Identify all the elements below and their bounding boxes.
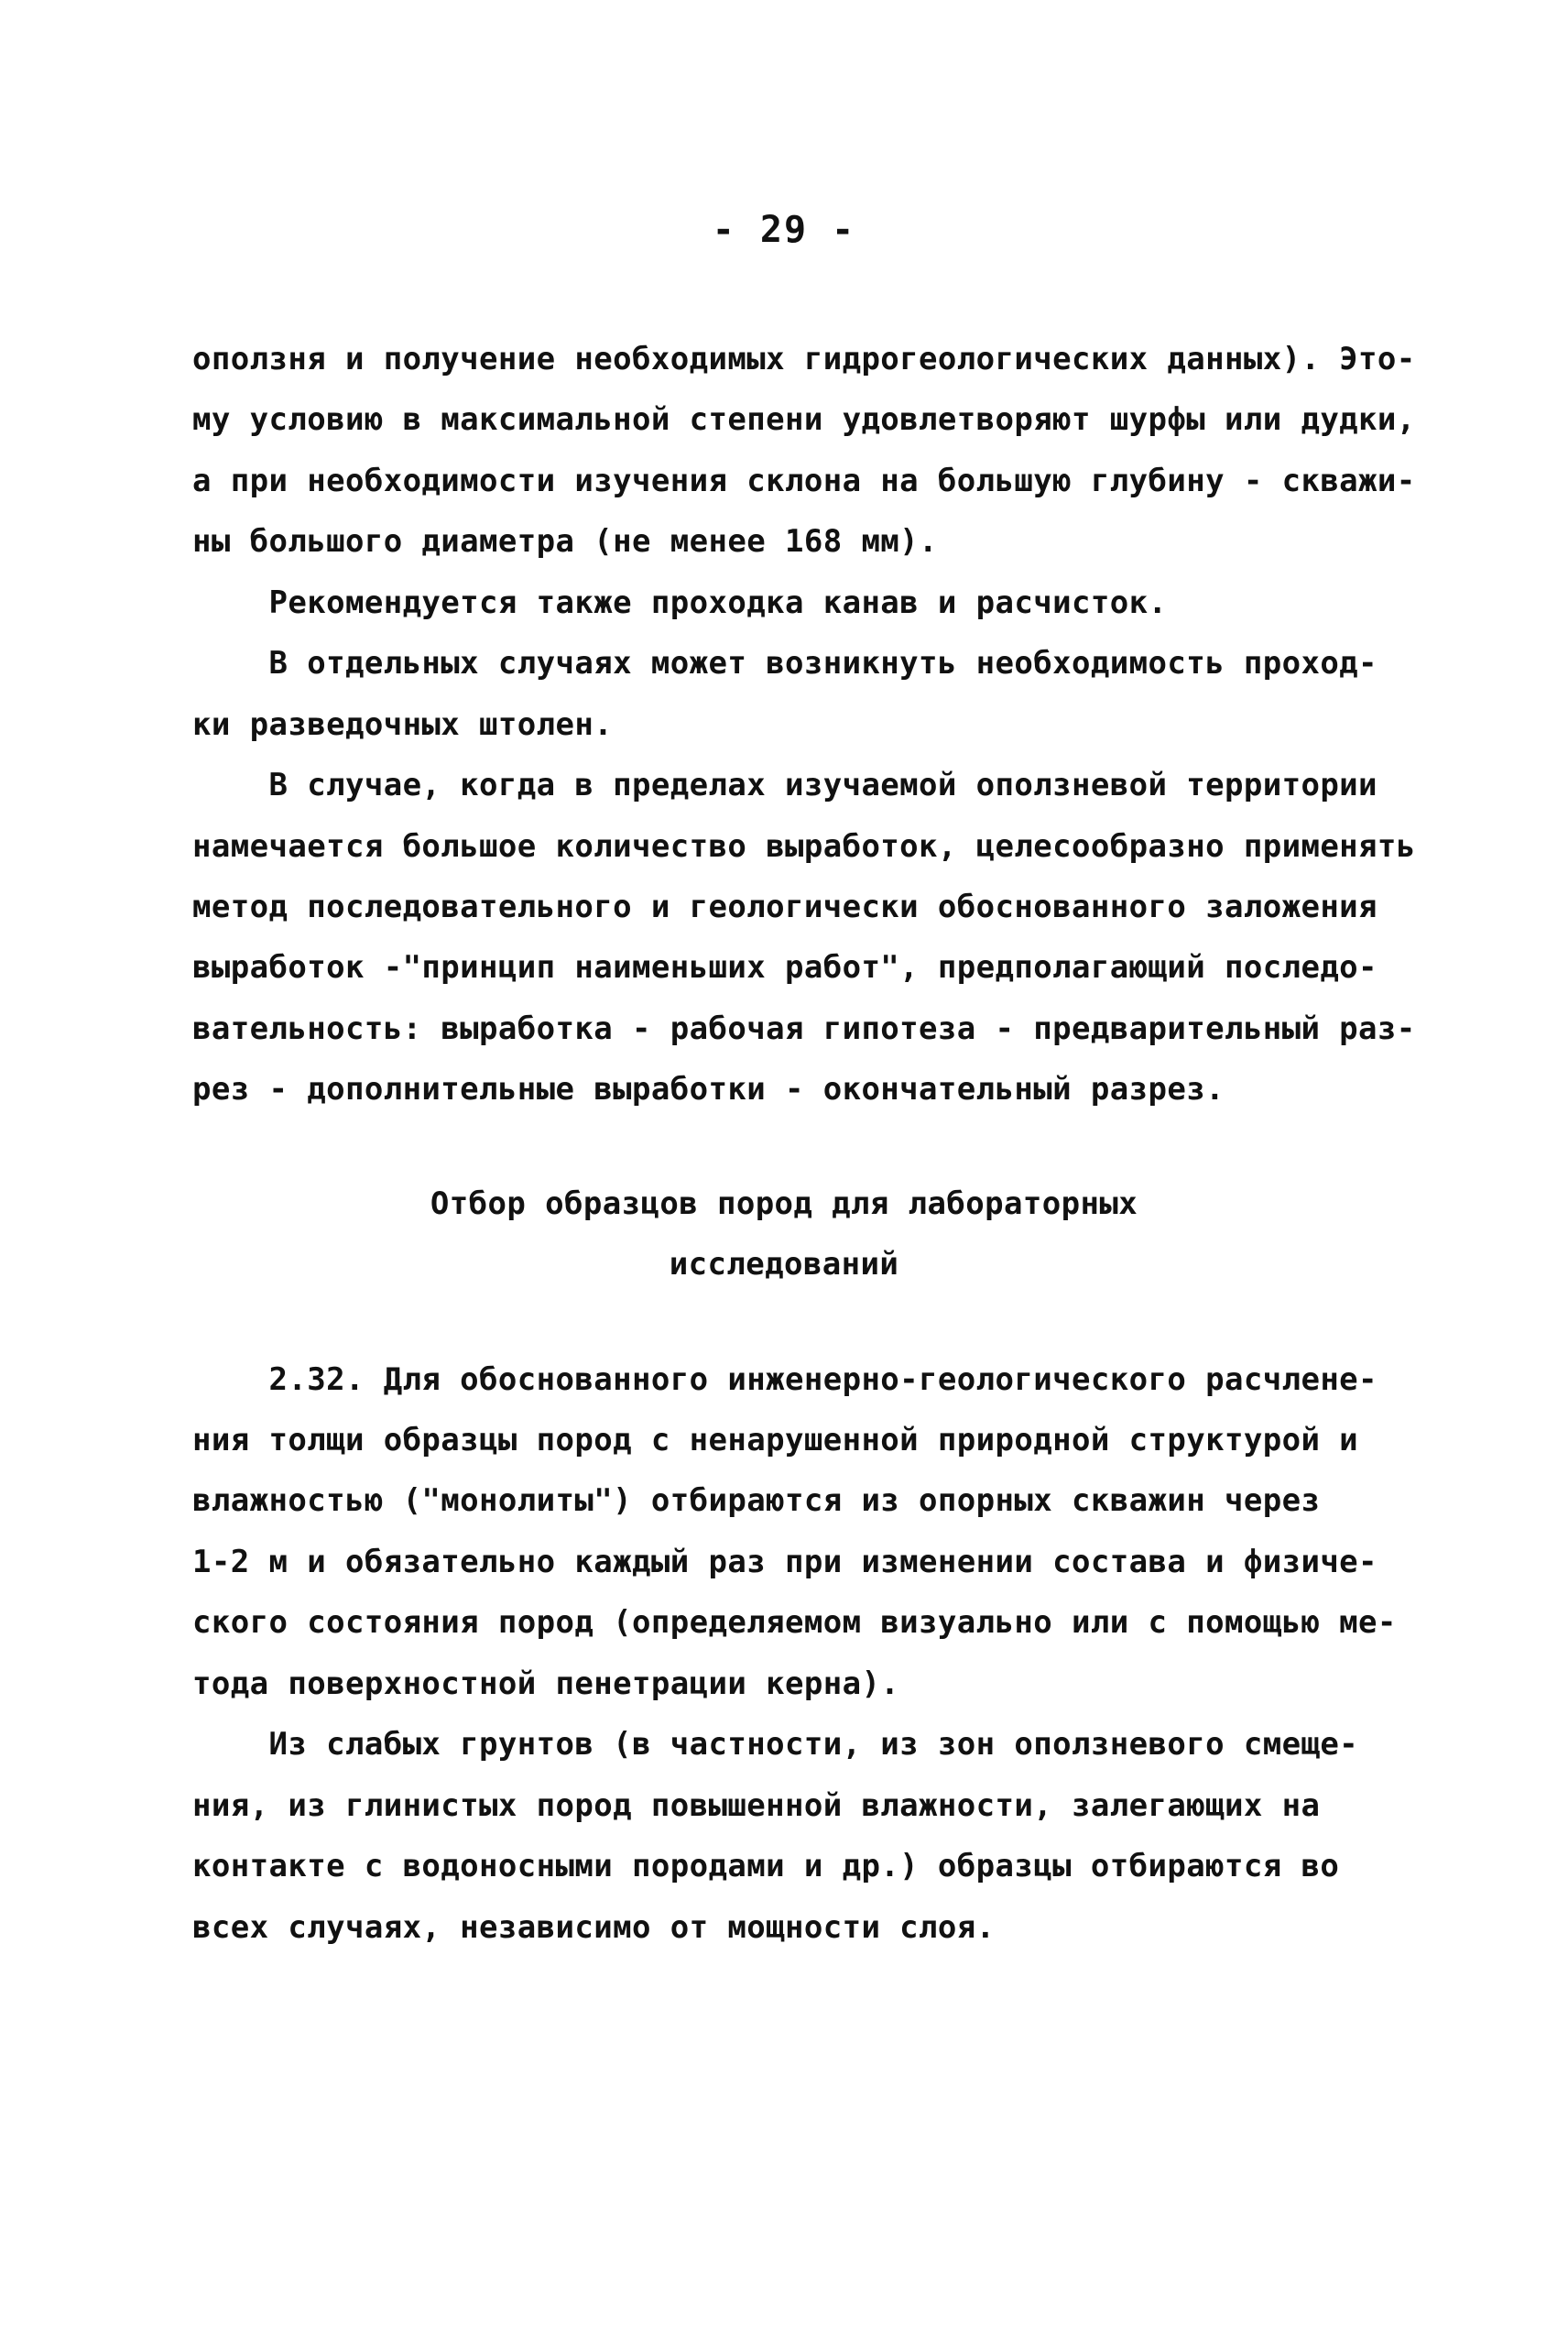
page-number: - 29 -	[712, 209, 856, 251]
paragraph-3-line-2: ки разведочных штолен.	[192, 706, 614, 743]
paragraph-1-line-1: оползня и получение необходимых гидрогеологических данных). Это-	[192, 341, 1416, 377]
paragraph-4-line-2: намечается большое количество выработок, целесообразно применять	[192, 828, 1416, 865]
paragraph-5-line-4: 1-2 м и обязательно каждый раз при изменении состава и физиче-	[192, 1544, 1377, 1580]
paragraph-6-line-3: контакте с водоносными породами и др.) образцы отбираются во	[192, 1848, 1340, 1884]
section-heading-line-1: Отбор образцов пород для лабораторных	[430, 1185, 1138, 1222]
paragraph-5-line-3: влажностью ("монолиты") отбираются из опорных скважин через	[192, 1482, 1321, 1519]
paragraph-1-line-3: а при необходимости изучения склона на большую глубину - скважи-	[192, 463, 1416, 499]
paragraph-4-line-6: рез - дополнительные выработки - окончательный разрез.	[192, 1071, 1225, 1108]
paragraph-1-line-4: ны большого диаметра (не менее 168 мм).	[192, 523, 938, 560]
paragraph-5-line-6: тода поверхностной пенетрации керна).	[192, 1665, 900, 1702]
paragraph-1-line-2: му условию в максимальной степени удовлетворяют шурфы или дудки,	[192, 401, 1416, 438]
section-heading-line-2: исследований	[669, 1246, 899, 1283]
paragraph-4-line-3: метод последовательного и геологически обоснованного заложения	[192, 889, 1377, 925]
paragraph-2-line-1: Рекомендуется также проходка канав и расчисток.	[192, 584, 1168, 621]
paragraph-3-line-1: В отдельных случаях может возникнуть необходимость проход-	[192, 645, 1377, 682]
paragraph-6-line-4: всех случаях, независимо от мощности слоя.	[192, 1909, 996, 1946]
paragraph-5-line-5: ского состояния пород (определяемом визуально или с помощью ме-	[192, 1604, 1397, 1641]
paragraph-6-line-1: Из слабых грунтов (в частности, из зон оползневого смеще-	[192, 1726, 1359, 1763]
paragraph-4-line-1: В случае, когда в пределах изучаемой оползневой территории	[192, 767, 1377, 803]
paragraph-6-line-2: ния, из глинистых пород повышенной влажности, залегающих на	[192, 1787, 1321, 1824]
paragraph-5-line-2: ния толщи образцы пород с ненарушенной природной структурой и	[192, 1422, 1359, 1458]
paragraph-4-line-5: вательность: выработка - рабочая гипотеза - предварительный раз-	[192, 1010, 1416, 1047]
paragraph-5-line-1: 2.32. Для обоснованного инженерно-геологического расчлене-	[192, 1361, 1377, 1398]
paragraph-4-line-4: выработок -"принцип наименьших работ", предполагающий последо-	[192, 949, 1377, 986]
